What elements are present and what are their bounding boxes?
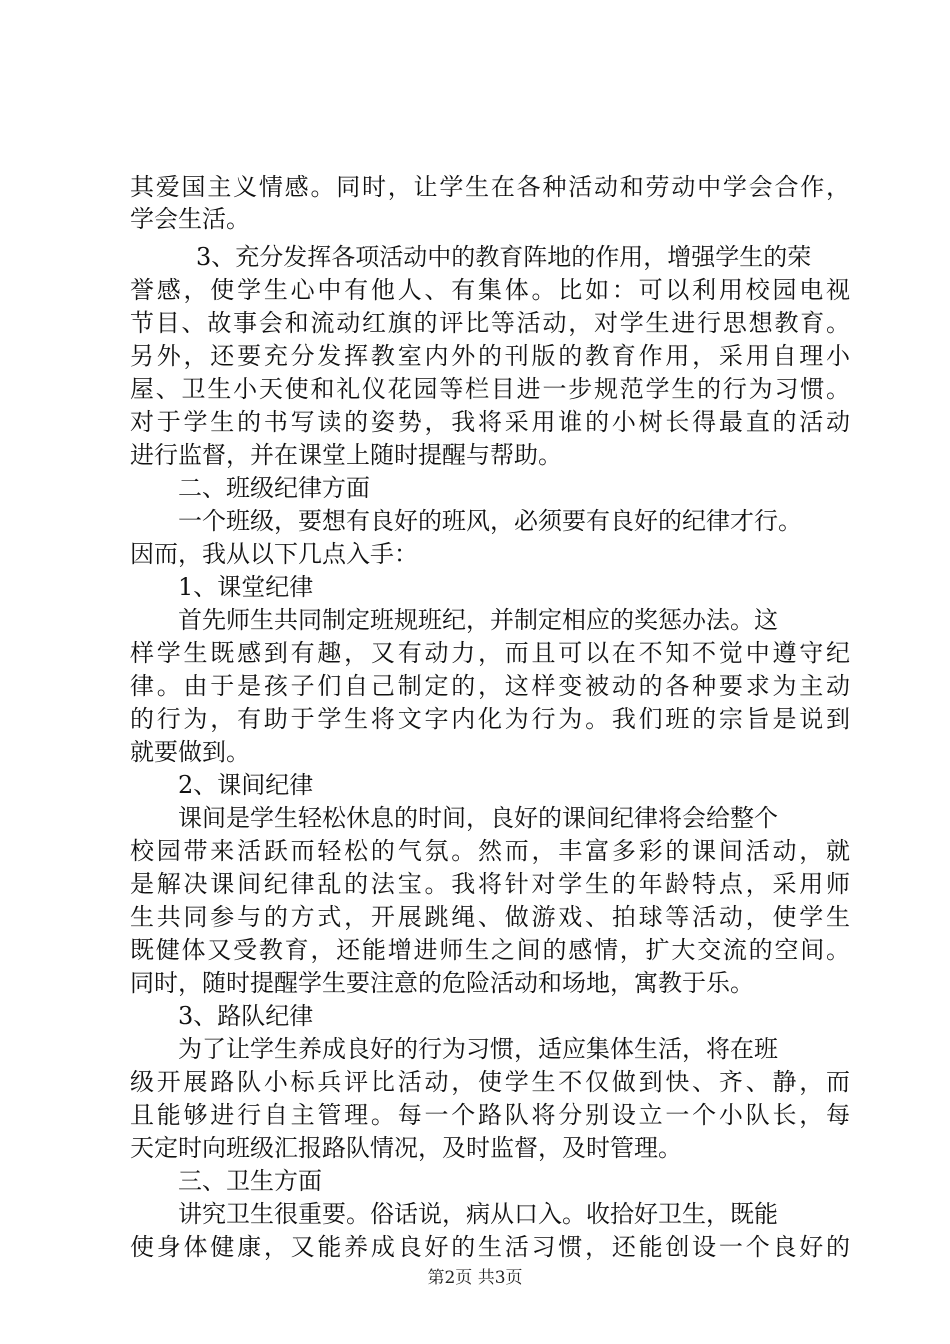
text-line: 首先师生共同制定班规班纪，并制定相应的奖惩办法。这 [178,606,778,634]
text-line: 既健体又受教育，还能增进师生之间的感情，扩大交流的空间。 [130,936,850,964]
text-line: 3、充分发挥各项活动中的教育阵地的作用，增强学生的荣 [196,243,812,271]
text-line: 学会生活。 [130,205,250,233]
text-line: 课间是学生轻松休息的时间，良好的课间纪律将会给整个 [178,804,778,832]
text-line: 因而，我从以下几点入手： [130,540,418,568]
text-line: 一个班级，要想有良好的班风，必须要有良好的纪律才行。 [178,507,802,535]
text-line: 生共同参与的方式，开展跳绳、做游戏、拍球等活动，使学生 [130,903,850,931]
text-line: 天定时向班级汇报路队情况，及时监督，及时管理。 [130,1134,682,1162]
section-heading: 二、班级纪律方面 [178,474,370,502]
text-line: 同时，随时提醒学生要注意的危险活动和场地，寓教于乐。 [130,969,754,997]
section-heading: 三、卫生方面 [178,1167,322,1195]
text-line: 律。由于是孩子们自己制定的，这样变被动的各种要求为主动 [130,672,850,700]
text-line: 使身体健康，又能养成良好的生活习惯，还能创设一个良好的 [130,1233,850,1261]
page-number-footer: 第2页 共3页 [427,1268,523,1288]
text-line: 校园带来活跃而轻松的气氛。然而，丰富多彩的课间活动，就 [130,837,850,865]
text-line: 誉感，使学生心中有他人、有集体。比如：可以利用校园电视 [130,276,850,304]
text-line: 其爱国主义情感。同时，让学生在各种活动和劳动中学会合作， [130,173,850,201]
text-line: 另外，还要充分发挥教室内外的刊版的教育作用，采用自理小 [130,342,850,370]
text-line: 是解决课间纪律乱的法宝。我将针对学生的年龄特点，采用师 [130,870,850,898]
text-line: 屋、卫生小天使和礼仪花园等栏目进一步规范学生的行为习惯。 [130,375,850,403]
subsection-heading: 2、课间纪律 [178,771,314,799]
subsection-heading: 1、课堂纪律 [178,573,314,601]
text-line: 就要做到。 [130,738,250,766]
subsection-heading: 3、路队纪律 [178,1002,314,1030]
text-line: 讲究卫生很重要。俗话说，病从口入。收拾好卫生，既能 [178,1200,778,1228]
text-line: 且能够进行自主管理。每一个路队将分别设立一个小队长，每 [130,1101,850,1129]
text-line: 进行监督，并在课堂上随时提醒与帮助。 [130,441,562,469]
text-line: 的行为，有助于学生将文字内化为行为。我们班的宗旨是说到 [130,705,850,733]
text-line: 节目、故事会和流动红旗的评比等活动，对学生进行思想教育。 [130,309,850,337]
text-line: 对于学生的书写读的姿势，我将采用谁的小树长得最直的活动 [130,408,850,436]
text-line: 级开展路队小标兵评比活动，使学生不仅做到快、齐、静，而 [130,1068,850,1096]
text-line: 样学生既感到有趣，又有动力，而且可以在不知不觉中遵守纪 [130,639,850,667]
text-line: 为了让学生养成良好的行为习惯，适应集体生活，将在班 [178,1035,778,1063]
